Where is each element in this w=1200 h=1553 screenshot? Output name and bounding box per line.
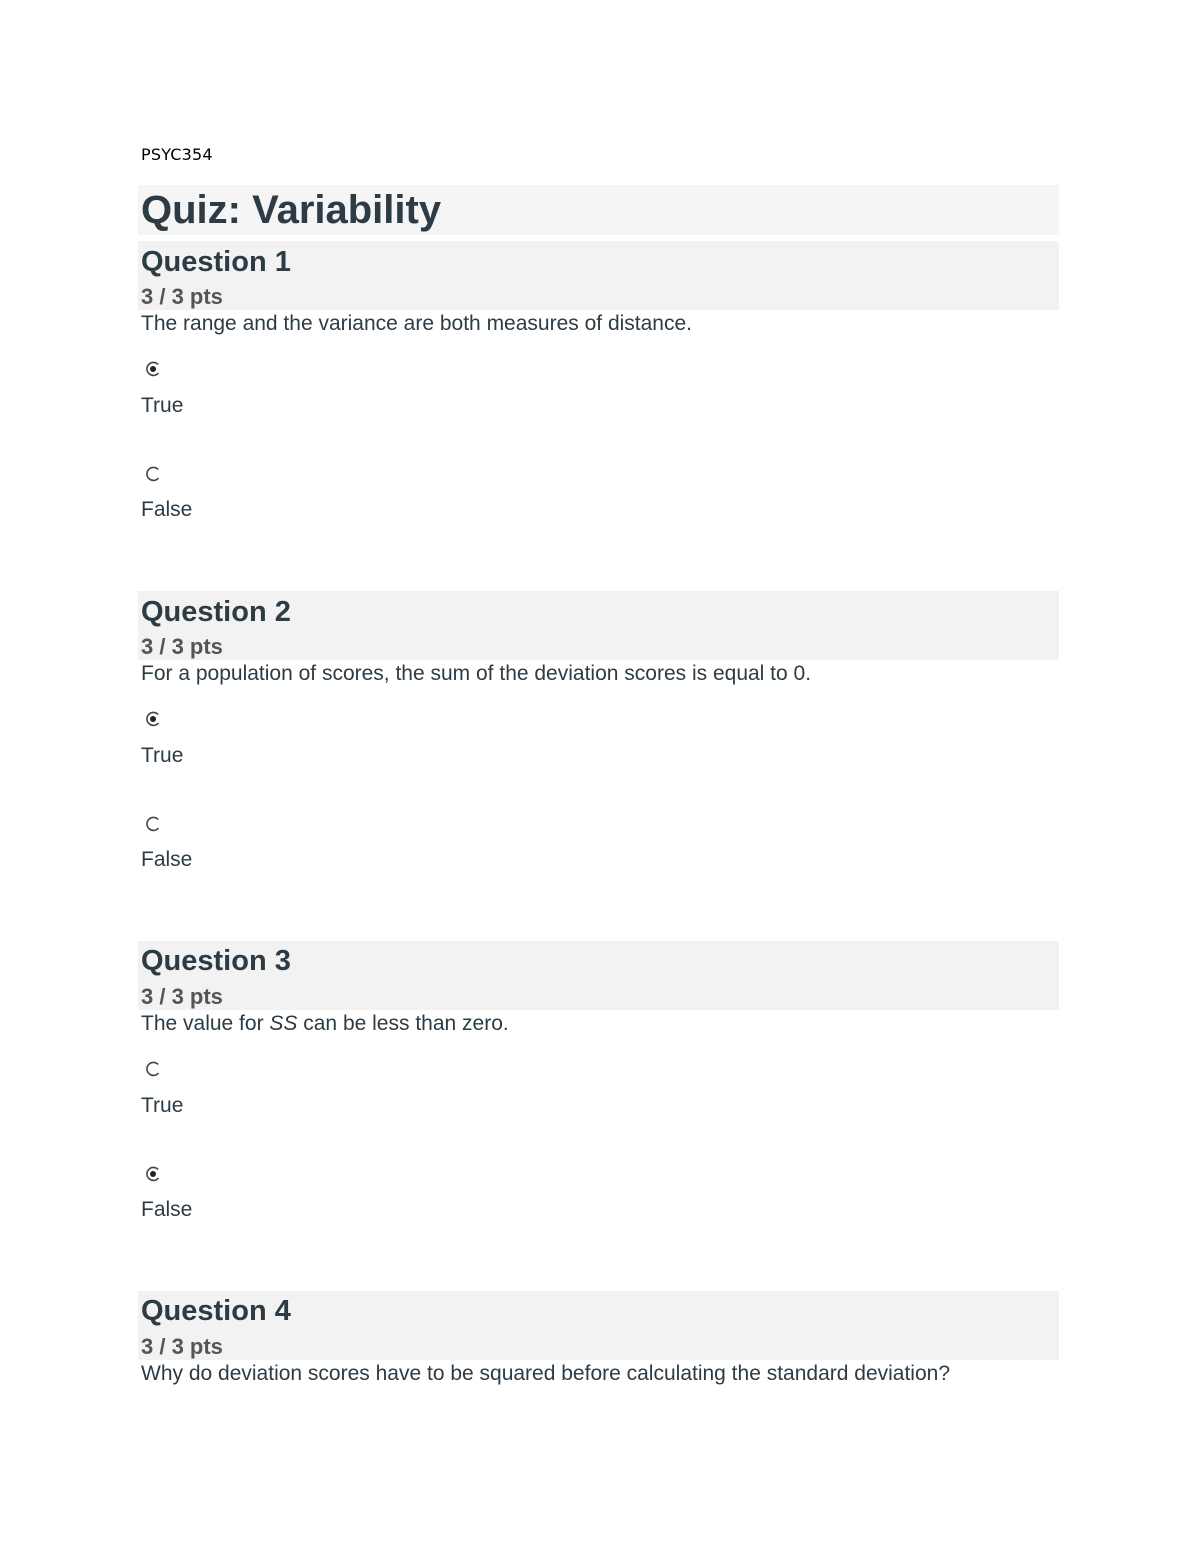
question-2-radio-true[interactable]	[144, 710, 162, 728]
question-4-points: 3 / 3 pts	[141, 1334, 223, 1359]
question-2-title: Question 2	[141, 596, 291, 628]
question-3-text	[141, 1011, 509, 1037]
course-code: PSYC354	[141, 145, 213, 164]
question-2-text: For a population of scores, the sum of the deviation scores is equal to 0.	[141, 662, 812, 685]
question-1-text: The range and the variance are both measures of distance.	[141, 312, 693, 335]
question-2-option-false: False	[141, 848, 193, 871]
question-3-title: Question 3	[141, 945, 291, 977]
question-1-title: Question 1	[141, 246, 291, 278]
question-2-radio-false[interactable]	[144, 815, 162, 833]
question-3-text-after: can be less than zero.	[297, 1012, 509, 1035]
question-1-radio-false[interactable]	[144, 465, 162, 483]
question-4-title: Question 4	[141, 1295, 291, 1327]
question-3-points: 3 / 3 pts	[141, 984, 223, 1009]
question-1-radio-true[interactable]	[144, 360, 162, 378]
question-3-radio-true[interactable]	[144, 1060, 162, 1078]
page-title: Quiz: Variability	[141, 188, 442, 232]
question-1-option-false: False	[141, 498, 193, 521]
question-3-radio-false[interactable]	[144, 1165, 162, 1183]
question-2-option-true: True	[141, 744, 184, 767]
question-3-option-false: False	[141, 1198, 193, 1221]
question-3-text-before: The value for	[141, 1012, 270, 1035]
question-1-points: 3 / 3 pts	[141, 284, 223, 309]
question-1-option-true: True	[141, 394, 184, 417]
question-3-option-true: True	[141, 1094, 184, 1117]
question-3-text-italic: SS	[269, 1012, 298, 1035]
question-4-text: Why do deviation scores have to be squared before calculating the standard deviation?	[141, 1362, 951, 1385]
question-2-points: 3 / 3 pts	[141, 634, 223, 659]
